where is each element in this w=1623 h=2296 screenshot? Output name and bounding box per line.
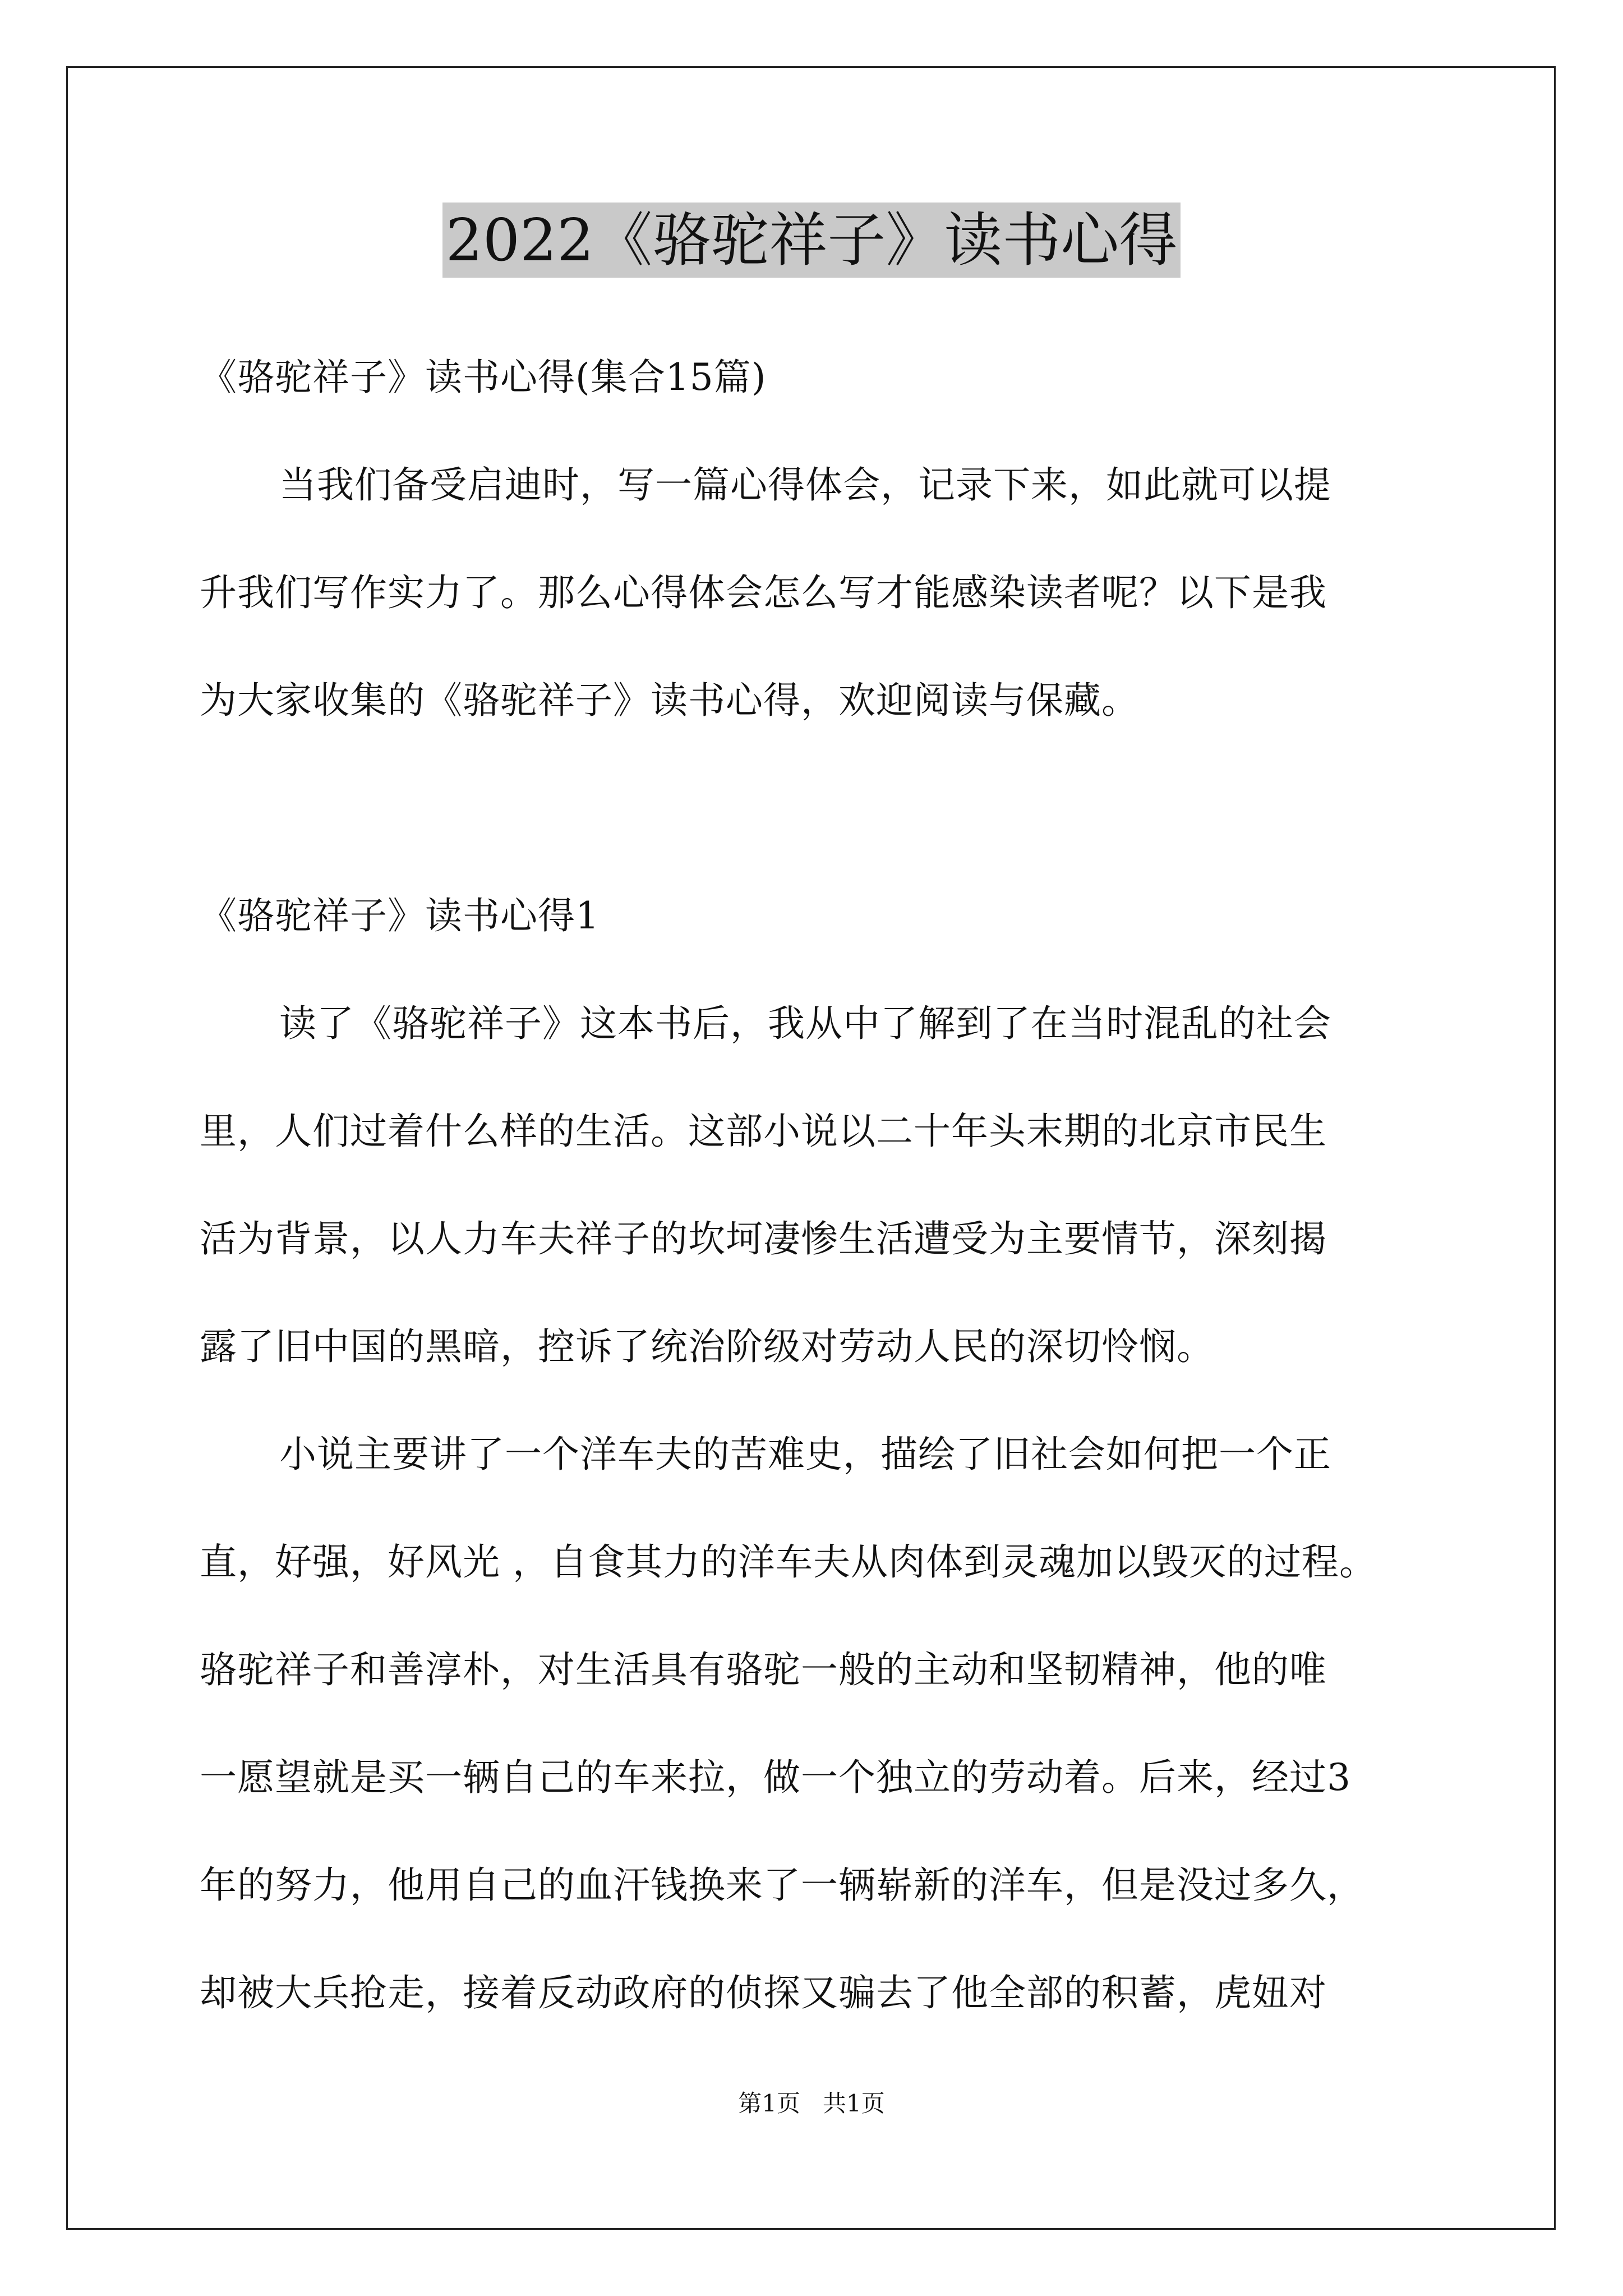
section-heading: 《骆驼祥子》读书心得1: [200, 894, 600, 937]
intro-line-1: 当我们备受启迪时，写一篇心得体会，记录下来，如此就可以提: [279, 463, 1331, 507]
page-footer: 第1页 共1页: [738, 2090, 885, 2117]
paragraph-2-line-2: 直，好强，好风光 ，自食其力的洋车夫从肉体到灵魂加以毁灭的过程。: [200, 1540, 1377, 1584]
paragraph-1-line-4: 露了旧中国的黑暗，控诉了统治阶级对劳动人民的深切怜悯。: [200, 1325, 1214, 1368]
document-title-text: 2022《骆驼祥子》读书心得: [442, 203, 1181, 278]
intro-line-2: 升我们写作实力了。那么心得体会怎么写才能感染读者呢？以下是我: [200, 571, 1327, 614]
paragraph-2-line-4: 一愿望就是买一辆自己的车来拉，做一个独立的劳动着。后来，经过3: [200, 1756, 1351, 1799]
intro-line-3: 为大家收集的《骆驼祥子》读书心得，欢迎阅读与保藏。: [200, 679, 1139, 722]
paragraph-2-line-6: 却被大兵抢走，接着反动政府的侦探又骗去了他全部的积蓄，虎妞对: [200, 1971, 1327, 2014]
paragraph-1-line-2: 里，人们过着什么样的生活。这部小说以二十年头末期的北京市民生: [200, 1110, 1327, 1153]
paragraph-2-line-5: 年的努力，他用自己的血汗钱换来了一辆崭新的洋车，但是没过多久，: [200, 1864, 1364, 1907]
paragraph-1-line-1: 读了《骆驼祥子》这本书后，我从中了解到了在当时混乱的社会: [279, 1002, 1331, 1045]
document-subtitle: 《骆驼祥子》读书心得(集合15篇): [200, 356, 767, 399]
paragraph-2-line-3: 骆驼祥子和善淳朴，对生活具有骆驼一般的主动和坚韧精神，他的唯: [200, 1648, 1327, 1691]
document-title: [0, 201, 1623, 279]
paragraph-1-line-3: 活为背景，以人力车夫祥子的坎坷凄惨生活遭受为主要情节，深刻揭: [200, 1217, 1327, 1260]
paragraph-2-line-1: 小说主要讲了一个洋车夫的苦难史，描绘了旧社会如何把一个正: [279, 1433, 1331, 1476]
